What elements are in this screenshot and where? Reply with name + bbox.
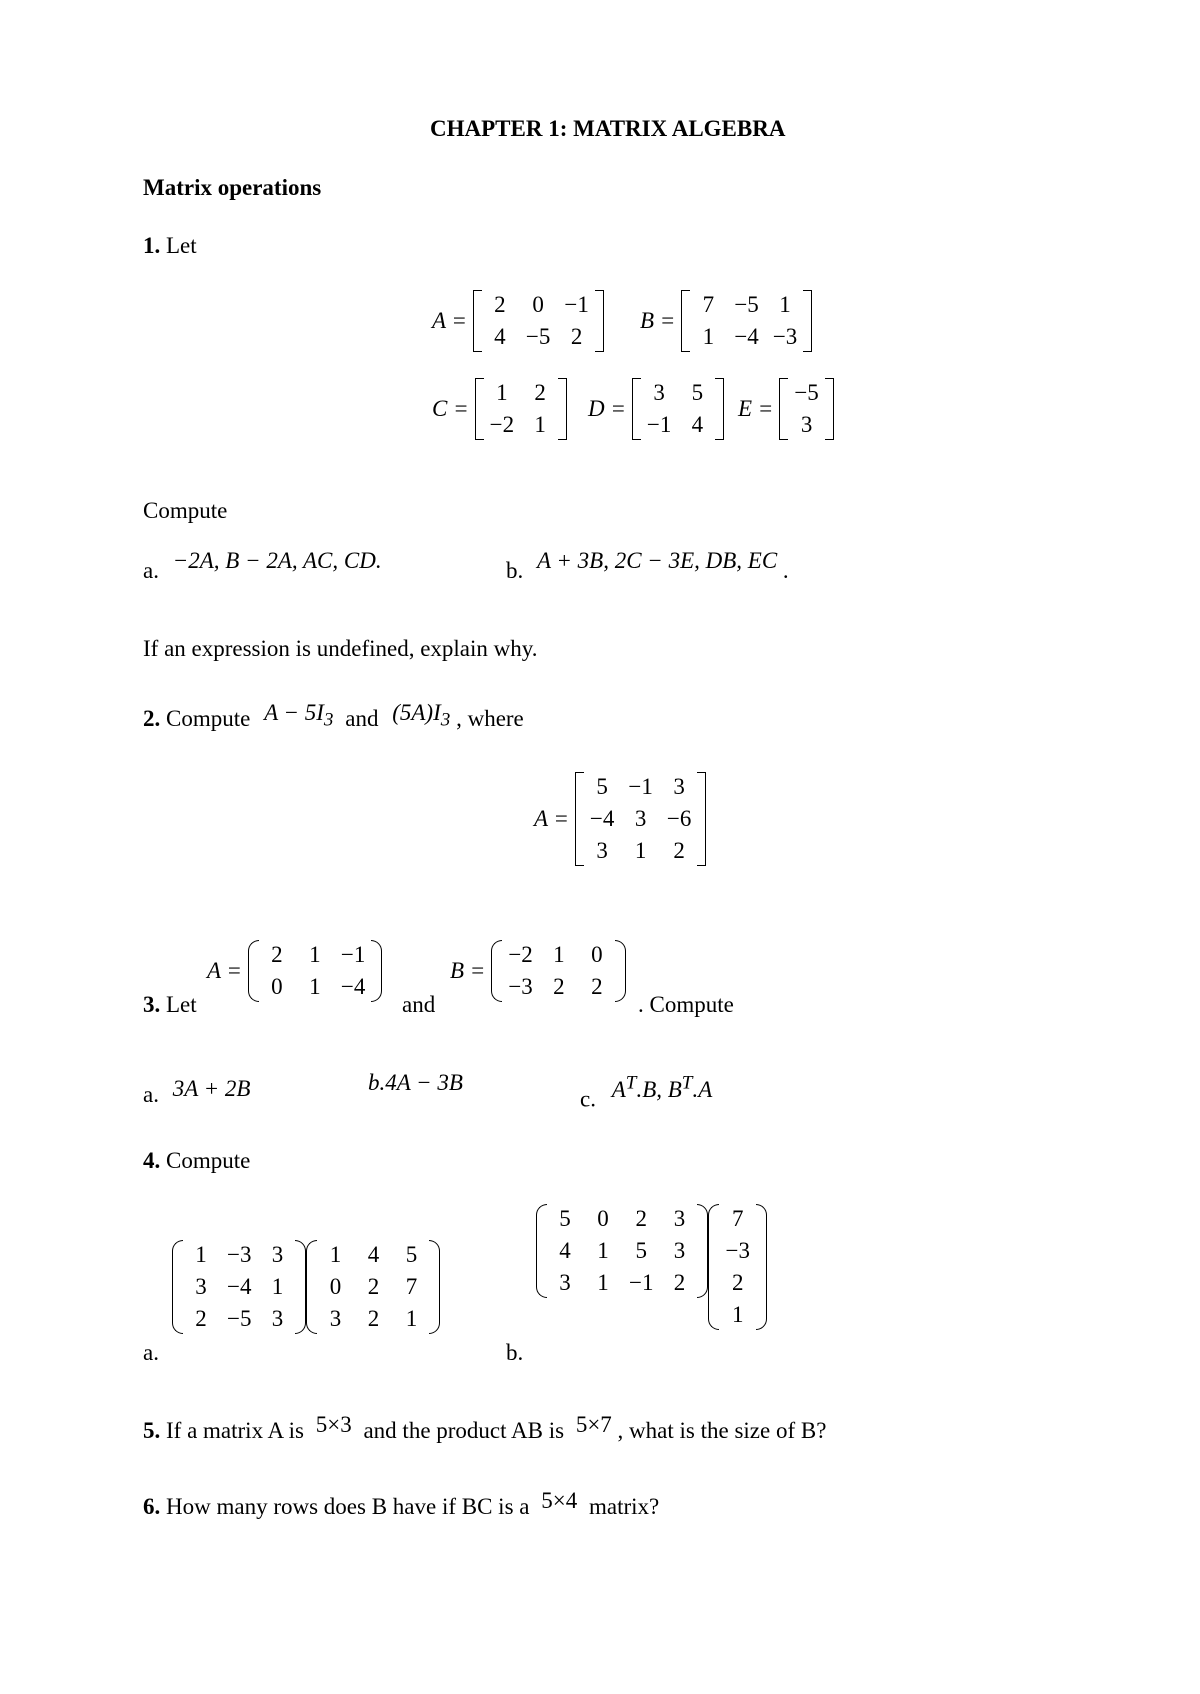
matrix-B-q1 (640, 290, 812, 352)
question-text: Compute (166, 706, 251, 731)
question-5 (143, 1412, 827, 1444)
matrix-left-delimiter (172, 1240, 183, 1334)
matrix-entry: −3 (227, 1242, 252, 1267)
matrix-entry: 3 (271, 1242, 284, 1267)
q4-part-b-label: b. (506, 1340, 524, 1365)
matrix-entry: 1 (496, 380, 508, 405)
matrix-left-delimiter (473, 290, 482, 352)
part-expression: 3A + 2B (172, 1076, 251, 1101)
matrix-left-delimiter (248, 940, 259, 1002)
matrix-entry: 1 (597, 1270, 609, 1295)
matrix-entry: 2 (591, 974, 603, 999)
matrix-right-delimiter (371, 940, 382, 1002)
question-3-and: and (402, 992, 436, 1017)
matrix (575, 772, 706, 866)
q3-part-a (143, 1076, 251, 1108)
q3-part-c (580, 1072, 713, 1113)
size-expression: 5×3 (315, 1412, 352, 1437)
matrix-entry: −3 (508, 974, 533, 999)
question-text: , where (456, 706, 524, 731)
matrix-entry: 3 (673, 774, 685, 799)
matrix-entry: 2 (673, 1270, 686, 1295)
matrix-entry: 2 (673, 838, 685, 863)
matrix-entry: 5 (596, 774, 608, 799)
matrix-name: D = (588, 396, 626, 421)
question-text: and the product AB is (363, 1418, 565, 1443)
q1-part-b (506, 548, 789, 584)
matrix (306, 1240, 440, 1334)
question-number: 5. (143, 1418, 161, 1443)
matrix-entry: −4 (227, 1274, 252, 1299)
q3-part-b: b.4A − 3B (368, 1070, 463, 1095)
matrix-entry: 4 (691, 412, 704, 437)
part-expression: −2A, B − 2A, AC, CD. (172, 548, 382, 573)
matrix-entry: 2 (271, 942, 283, 967)
matrix-entry: 5 (405, 1242, 418, 1267)
matrix (473, 290, 604, 352)
part-label: a. (143, 1082, 159, 1107)
question-text: Compute (166, 1148, 251, 1173)
matrix-right-delimiter (697, 772, 706, 866)
expr-part: .A (692, 1076, 713, 1102)
q4-part-b-product (536, 1204, 767, 1330)
matrix (708, 1204, 766, 1330)
matrix-name: B = (450, 958, 486, 983)
period: . (782, 558, 789, 583)
matrix-entry: 3 (596, 838, 608, 863)
part-expression (611, 1072, 713, 1102)
matrix (248, 940, 382, 1002)
matrix-right-delimiter (558, 378, 567, 440)
matrix-left-delimiter (681, 290, 690, 352)
matrix-entry: 3 (673, 1238, 686, 1263)
matrix-entry: 3 (329, 1306, 342, 1331)
matrix-entry: −4 (340, 974, 366, 999)
expr-subscript: 3 (323, 709, 334, 731)
matrix (632, 378, 724, 440)
matrix (491, 940, 625, 1002)
matrix-entry: −2 (508, 942, 533, 967)
matrix-name: A = (432, 308, 467, 333)
expr-main: A − 5I (264, 700, 324, 725)
expr-main: (5A)I (392, 700, 441, 725)
matrix-entry: −1 (629, 1270, 654, 1295)
part-label: b. (506, 558, 524, 583)
matrix (681, 290, 812, 352)
matrix-left (536, 1204, 708, 1298)
matrix-left-delimiter (632, 378, 641, 440)
page-title: CHAPTER 1: MATRIX ALGEBRA (430, 116, 786, 141)
matrix-entry: 2 (731, 1270, 744, 1295)
matrix-entry: −5 (734, 292, 759, 317)
question-text: Let (166, 992, 197, 1017)
q4-part-a-product (172, 1240, 440, 1334)
part-expression: A + 3B, 2C − 3E, DB, EC (537, 548, 778, 573)
matrix-entry: 1 (405, 1306, 418, 1331)
question-4-intro (143, 1148, 250, 1174)
matrix-entry: 1 (309, 974, 321, 999)
question-text: If a matrix A is (166, 1418, 304, 1443)
matrix-entry: 5 (559, 1206, 571, 1231)
matrix-entry: −2 (489, 412, 515, 437)
matrix-right-delimiter (697, 1204, 708, 1298)
q1-part-a (143, 548, 382, 584)
matrix-entry: 0 (597, 1206, 609, 1231)
expr-part: .B, B (636, 1076, 682, 1102)
question-6 (143, 1488, 660, 1520)
matrix-left-delimiter (491, 940, 502, 1002)
matrix-entry: 5 (691, 380, 704, 405)
matrix (779, 378, 833, 440)
question-text: How many rows does B have if BC is a (166, 1494, 530, 1519)
expression-2 (392, 700, 451, 731)
matrix-entry: 1 (731, 1302, 744, 1327)
matrix-name: C = (432, 396, 469, 421)
expression-1 (264, 700, 334, 731)
question-3-compute: . Compute (638, 992, 734, 1017)
question-number: 6. (143, 1494, 161, 1519)
matrix-A-q3 (207, 940, 382, 1002)
question-number: 3. (143, 992, 161, 1017)
matrix-entry: −3 (725, 1238, 750, 1263)
matrix-entry: 2 (570, 324, 583, 349)
matrix-entry: −3 (772, 324, 798, 349)
matrix-left-delimiter (475, 378, 484, 440)
expr-part: A (611, 1076, 626, 1102)
matrix-entry: 1 (634, 838, 647, 863)
matrix-entry: 3 (673, 1206, 686, 1231)
matrix (172, 1240, 306, 1334)
matrix-entry: 2 (367, 1274, 380, 1299)
matrix-A-q2 (534, 772, 706, 866)
matrix (536, 1204, 708, 1298)
matrix-right-delimiter (803, 290, 812, 352)
question-2-intro (143, 700, 524, 738)
matrix-entry: 1 (534, 412, 546, 437)
matrix-entry: 2 (195, 1306, 207, 1331)
matrix-B-q3 (450, 940, 626, 1002)
matrix-entry: 1 (702, 324, 715, 349)
matrix-left-delimiter (536, 1204, 547, 1298)
matrix-C-q1 (432, 378, 567, 440)
matrix-entry: −1 (628, 774, 653, 799)
matrix-entry: 7 (405, 1274, 418, 1299)
matrix-entry: 4 (559, 1238, 571, 1263)
matrix-entry: 3 (653, 380, 665, 405)
matrix-entry: 5 (635, 1238, 647, 1263)
question-text: , what is the size of B? (617, 1418, 827, 1443)
matrix-entry: 7 (702, 292, 715, 317)
matrix-entry: 2 (494, 292, 506, 317)
size-expression: 5×7 (575, 1412, 612, 1437)
question-3-intro (143, 992, 197, 1018)
matrix-entry: 1 (271, 1274, 284, 1299)
matrix-entry: 0 (329, 1274, 342, 1299)
matrix-entry: −5 (525, 324, 551, 349)
matrix-entry: 1 (597, 1238, 609, 1263)
question-number: 4. (143, 1148, 161, 1173)
matrix-right (306, 1240, 440, 1334)
matrix-entry: 1 (553, 942, 565, 967)
question-number: 2. (143, 706, 161, 731)
matrix-entry: 1 (195, 1242, 207, 1267)
matrix-entry: −5 (794, 380, 819, 405)
expr-subscript: 3 (440, 709, 451, 731)
matrix-right-delimiter (825, 378, 834, 440)
part-label: a. (143, 558, 159, 583)
matrix-left-delimiter (779, 378, 788, 440)
matrix-entry: 3 (195, 1274, 207, 1299)
section-heading: Matrix operations (143, 175, 322, 200)
matrix-name: E = (738, 396, 774, 421)
matrix-A-q1 (432, 290, 604, 352)
size-expression: 5×4 (541, 1488, 578, 1513)
matrix-entry: −6 (666, 806, 692, 831)
matrix-entry: 3 (800, 412, 813, 437)
matrix-entry: 0 (532, 292, 544, 317)
q1-note: If an expression is undefined, explain why. (143, 636, 538, 661)
matrix-left-delimiter (306, 1240, 317, 1334)
q4-part-a-label: a. (143, 1340, 159, 1365)
matrix-right-delimiter (429, 1240, 440, 1334)
matrix-entry: −1 (646, 412, 672, 437)
matrix-right-delimiter (715, 378, 724, 440)
matrix-name: A = (207, 958, 242, 983)
matrix-E-q1 (738, 378, 834, 440)
matrix-entry: 1 (329, 1242, 342, 1267)
matrix-entry: 4 (494, 324, 506, 349)
matrix-left-delimiter (708, 1204, 719, 1330)
part-label: c. (580, 1086, 596, 1112)
matrix-entry: 2 (635, 1206, 647, 1231)
matrix (475, 378, 567, 440)
matrix-right-delimiter (756, 1204, 767, 1330)
question-text: matrix? (588, 1494, 660, 1519)
matrix-D-q1 (588, 378, 724, 440)
matrix-entry: 2 (553, 974, 565, 999)
matrix-entry: 2 (534, 380, 546, 405)
question-number: 1. (143, 233, 161, 258)
matrix-left (172, 1240, 306, 1334)
transpose-sup: T (625, 1072, 637, 1093)
matrix-entry: 1 (309, 942, 321, 967)
matrix-entry: −4 (734, 324, 759, 349)
matrix-entry: −4 (589, 806, 615, 831)
matrix-entry: −1 (340, 942, 366, 967)
matrix-entry: 3 (271, 1306, 284, 1331)
question-text: Let (166, 233, 197, 258)
compute-label: Compute (143, 498, 228, 523)
matrix-entry: 4 (367, 1242, 380, 1267)
matrix-name: B = (640, 308, 676, 333)
matrix-right-delimiter (595, 290, 604, 352)
matrix-left-delimiter (575, 772, 584, 866)
matrix-entry: 3 (634, 806, 647, 831)
matrix-entry: 7 (731, 1206, 744, 1231)
matrix-entry: 3 (559, 1270, 571, 1295)
matrix-right (708, 1204, 766, 1330)
matrix-entry: 0 (271, 974, 283, 999)
question-text: and (345, 706, 379, 731)
matrix-right-delimiter (295, 1240, 306, 1334)
matrix-name: A = (534, 806, 569, 831)
transpose-sup: T (681, 1072, 693, 1093)
matrix-entry: −5 (227, 1306, 252, 1331)
matrix-right-delimiter (615, 940, 626, 1002)
question-1-intro (143, 233, 197, 259)
matrix-entry: −1 (564, 292, 589, 317)
matrix-entry: 0 (591, 942, 603, 967)
matrix-entry: 1 (779, 292, 791, 317)
matrix-entry: 2 (367, 1306, 380, 1331)
